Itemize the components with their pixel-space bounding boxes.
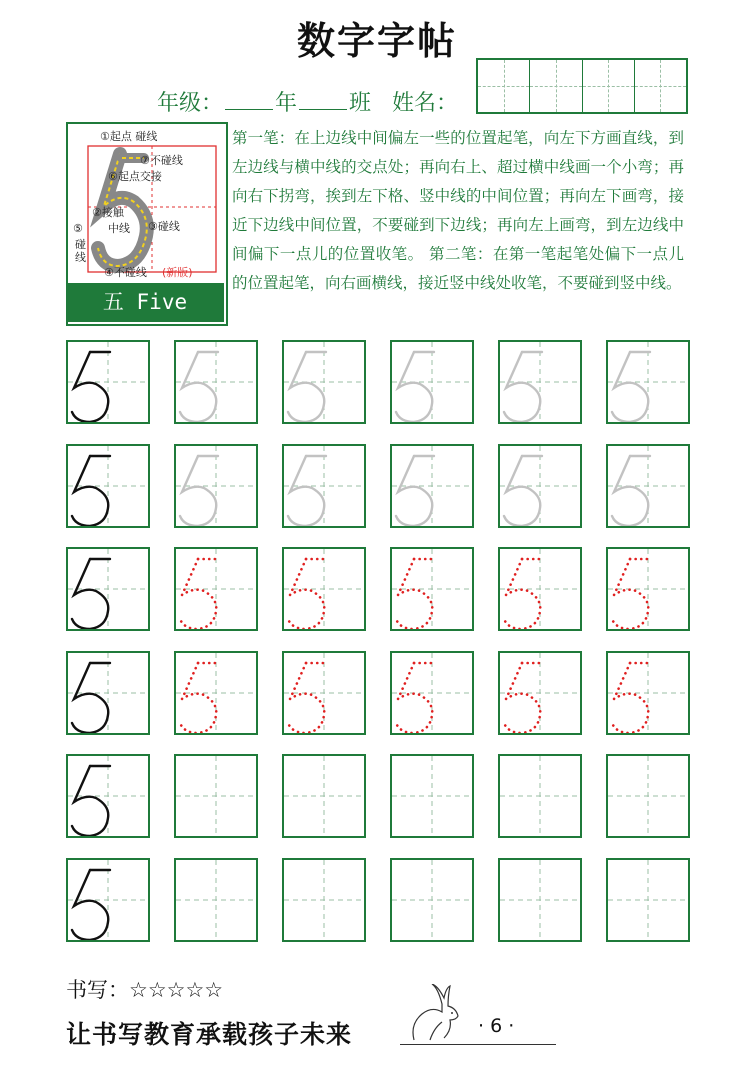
digit-5-glyph [612, 352, 650, 422]
trace-cell[interactable] [174, 444, 258, 528]
blank-cell[interactable] [498, 858, 582, 942]
name-cell[interactable] [530, 60, 582, 112]
digit-label: 五 Five [66, 283, 224, 322]
blank-cell[interactable] [498, 754, 582, 838]
digit-5-glyph [396, 456, 434, 526]
blank-cell[interactable] [282, 858, 366, 942]
rabbit-icon [408, 984, 478, 1042]
practice-row [66, 547, 692, 633]
digit-5-glyph [288, 663, 326, 733]
model-cell [66, 858, 150, 942]
page-title: 数字字帖 [296, 19, 457, 63]
digit-5-glyph [72, 352, 110, 422]
digit-5-glyph [180, 456, 218, 526]
guide-note-4-new: (新版) [162, 266, 193, 279]
digit-5-glyph [180, 663, 218, 733]
name-cell[interactable] [635, 60, 686, 112]
trace-cell[interactable] [390, 547, 474, 631]
digit-5-glyph [72, 663, 110, 733]
digit-5-glyph [504, 352, 542, 422]
digit-5-glyph [612, 663, 650, 733]
model-cell [66, 444, 150, 528]
digit-5-glyph [180, 352, 218, 422]
guide-note-1: ①起点 碰线 [100, 130, 158, 143]
model-cell [66, 754, 150, 838]
digit-5-glyph [72, 870, 110, 940]
name-label: 姓名： [392, 91, 459, 116]
stroke-instructions: 第一笔：在上边线中间偏左一些的位置起笔，向左下方画直线，到左边线与横中线的交点处；再向右上、超过横中线画一个小弯；再向右下拐弯，挨到左下格、竖中线的中间位置；再向左下画弯，接近下边线中间位置，不要碰到下边线；再向左上画弯，到左边线中间偏下一点儿的位置收笔。 第二笔：在第一笔起笔处偏下一点儿的位置起笔，向右画横线，接近竖中线处收笔，不要碰到竖中线。 [232, 129, 684, 292]
digit-5-glyph [288, 352, 326, 422]
trace-cell[interactable] [282, 340, 366, 424]
name-cell[interactable] [478, 60, 530, 112]
guide-note-5-line: 线 [75, 251, 86, 264]
trace-cell[interactable] [498, 547, 582, 631]
guide-note-2b: 中线 [108, 222, 130, 235]
trace-cell[interactable] [498, 340, 582, 424]
trace-cell[interactable] [390, 340, 474, 424]
guide-note-3: ③碰线 [148, 220, 180, 233]
guide-note-5: ⑤ [73, 222, 83, 235]
digit-5-glyph [612, 559, 650, 629]
year-label: 年 [275, 91, 298, 116]
class-label: 班 [349, 91, 372, 116]
trace-cell[interactable] [390, 444, 474, 528]
grade-class-name-line [157, 86, 458, 117]
model-cell [66, 651, 150, 735]
model-cell [66, 547, 150, 631]
trace-cell[interactable] [174, 547, 258, 631]
blank-cell[interactable] [174, 858, 258, 942]
grade-label: 年级： [157, 91, 224, 116]
guide-note-7: ⑦不碰线 [140, 154, 183, 167]
guide-note-6: ⑥起点交接 [108, 170, 162, 183]
trace-cell[interactable] [282, 651, 366, 735]
trace-cell[interactable] [498, 651, 582, 735]
trace-cell[interactable] [282, 547, 366, 631]
trace-cell[interactable] [390, 651, 474, 735]
guide-note-2a: ②接触 [92, 206, 124, 219]
name-writing-box[interactable] [476, 58, 688, 114]
digit-5-glyph [288, 456, 326, 526]
guide-note-4: ④不碰线 [104, 266, 147, 279]
trace-cell[interactable] [606, 651, 690, 735]
trace-cell[interactable] [174, 340, 258, 424]
trace-cell[interactable] [174, 651, 258, 735]
page-number: · 6 · [478, 1015, 515, 1037]
class-blank[interactable] [299, 91, 347, 110]
blank-cell[interactable] [606, 754, 690, 838]
digit-5-glyph [288, 559, 326, 629]
practice-row [66, 651, 692, 737]
name-cell[interactable] [583, 60, 635, 112]
trace-cell[interactable] [498, 444, 582, 528]
practice-row [66, 754, 692, 840]
digit-5-glyph [180, 559, 218, 629]
digit-5-glyph [72, 766, 110, 836]
blank-cell[interactable] [174, 754, 258, 838]
blank-cell[interactable] [390, 754, 474, 838]
digit-5-glyph [504, 663, 542, 733]
digit-5-glyph [612, 456, 650, 526]
practice-row [66, 340, 692, 426]
practice-row [66, 444, 692, 530]
trace-cell[interactable] [606, 340, 690, 424]
blank-cell[interactable] [282, 754, 366, 838]
model-cell [66, 340, 150, 424]
digit-5-glyph [396, 559, 434, 629]
digit-5-glyph [504, 559, 542, 629]
trace-cell[interactable] [282, 444, 366, 528]
writing-rating: 书写：☆☆☆☆☆ [66, 978, 224, 1002]
blank-cell[interactable] [606, 858, 690, 942]
trace-cell[interactable] [606, 444, 690, 528]
digit-5-glyph [396, 352, 434, 422]
guide-note-5-touch: 碰 [75, 238, 86, 251]
digit-5-glyph [72, 456, 110, 526]
digit-5-glyph [72, 559, 110, 629]
footer-line [400, 1044, 556, 1045]
slogan: 让书写教育承载孩子未来 [66, 1020, 353, 1049]
blank-cell[interactable] [390, 858, 474, 942]
trace-cell[interactable] [606, 547, 690, 631]
digit-5-glyph [504, 456, 542, 526]
practice-row [66, 858, 692, 944]
digit-5-glyph [396, 663, 434, 733]
grade-blank[interactable] [225, 91, 273, 110]
